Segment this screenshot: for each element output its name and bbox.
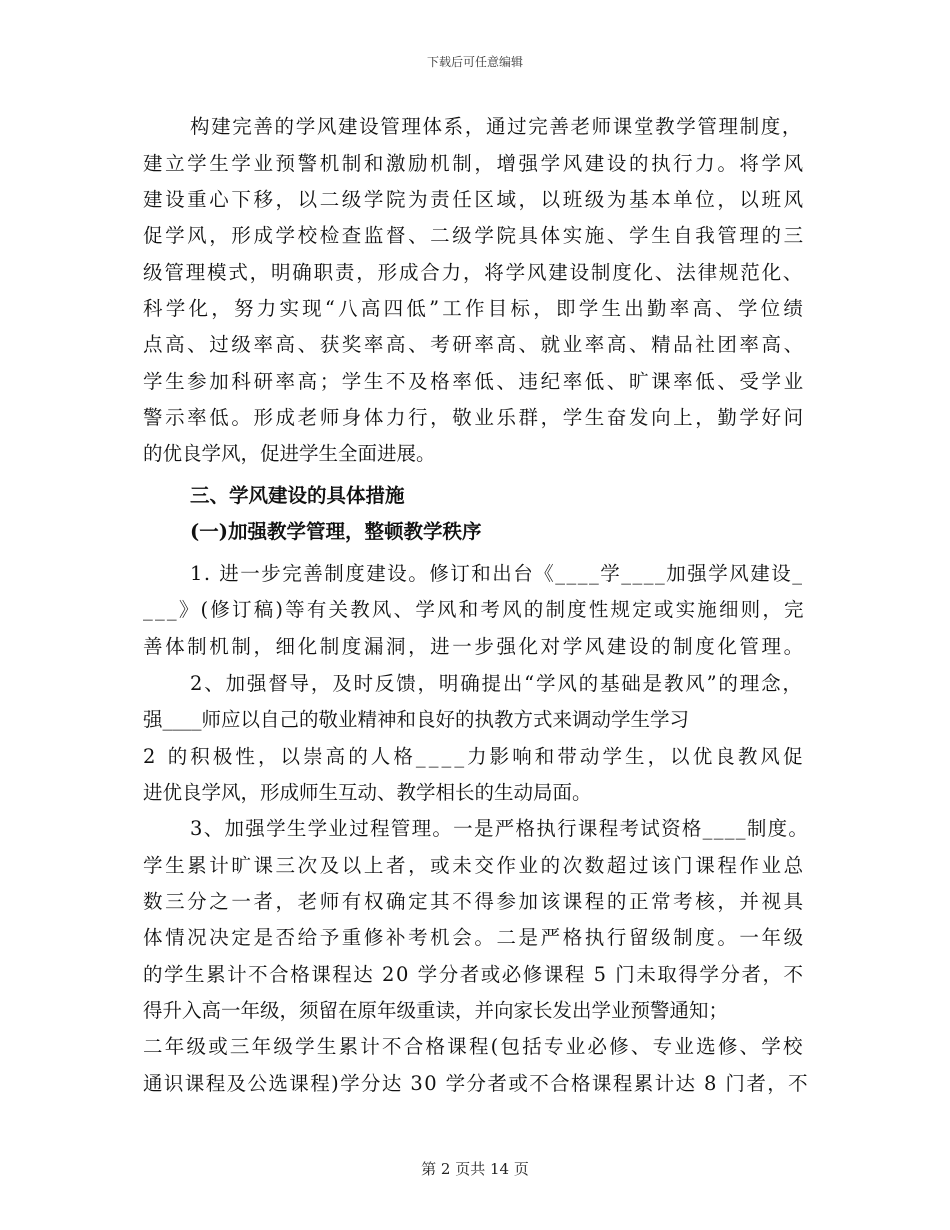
text-line: 学生累计旷课三次及以上者，或未交作业的次数超过该门课程作业总 <box>143 854 806 877</box>
page-header: 下载后可任意编辑 <box>426 55 523 69</box>
text-line: 的优良学风，促进学生全面进展。 <box>143 442 436 465</box>
text-line: 学生参加科研率高；学生不及格率低、违纪率低、旷课率低、受学业 <box>143 370 806 393</box>
text-line: 2、加强督导，及时反馈，明确提出“学风的基础是教风”的理念， <box>190 672 804 695</box>
text-line: ___》(修订稿)等有关教风、学风和考风的制度性规定或实施细则，完 <box>143 598 806 621</box>
text-line: 建设重心下移，以二级学院为责任区域，以班级为基本单位，以班风 <box>143 188 806 211</box>
text-line: 构建完善的学风建设管理体系，通过完善老师课堂教学管理制度， <box>190 115 804 138</box>
text-line: 警示率低。形成老师身体力行，敬业乐群，学生奋发向上，勤学好问 <box>143 406 806 429</box>
section-heading: (一)加强教学管理，整顿教学秩序 <box>190 520 482 543</box>
text-line: 得升入高一年级，须留在原年级重读，并向家长发出学业预警通知； <box>143 999 729 1022</box>
text-line: 点高、过级率高、获奖率高、考研率高、就业率高、精品社团率高、 <box>143 333 806 356</box>
text-line: 级管理模式，明确职责，形成合力，将学风建设制度化、法律规范化、 <box>143 261 805 284</box>
text-line: 建立学生学业预警机制和激励机制，增强学风建设的执行力。将学风 <box>143 152 806 175</box>
text-line: 善体制机制，细化制度漏洞，进一步强化对学风建设的制度化管理。 <box>143 635 806 658</box>
text-line: 2 的积极性，以崇高的人格____力影响和带动学生，以优良教风促 <box>143 745 806 768</box>
text-line: 数三分之一者，老师有权确定其不得参加该课程的正常考核，并视具 <box>143 890 806 913</box>
text-line: 二年级或三年级学生累计不合格课程(包括专业必修、专业选修、学校 <box>143 1035 805 1058</box>
text-line: 3、加强学生学业过程管理。一是严格执行课程考试资格____制度。 <box>190 817 810 840</box>
section-heading: 三、学风建设的具体措施 <box>190 484 405 507</box>
text-line: 促学风，形成学校检查监督、二级学院具体实施、学生自我管理的三 <box>143 224 806 247</box>
text-line: 科学化，努力实现“八高四低”工作目标，即学生出勤率高、学位绩 <box>143 297 807 320</box>
text-line: 强____师应以自己的敬业精神和良好的执教方式来调动学生学习 <box>143 708 690 731</box>
text-line: 通识课程及公选课程)学分达 30 学分者或不合格课程累计达 8 门者，不 <box>143 1072 810 1095</box>
text-line: 1. 进一步完善制度建设。修订和出台《____学____加强学风建设_ <box>190 562 804 585</box>
text-line: 的学生累计不合格课程达 20 学分者或必修课程 5 门未取得学分者，不 <box>143 963 805 986</box>
text-line: 进优良学风，形成师生互动、教学相长的生动局面。 <box>143 781 592 804</box>
text-line: 体情况决定是否给予重修补考机会。二是严格执行留级制度。一年级 <box>143 926 806 949</box>
page-footer: 第 2 页共 14 页 <box>421 1160 529 1178</box>
